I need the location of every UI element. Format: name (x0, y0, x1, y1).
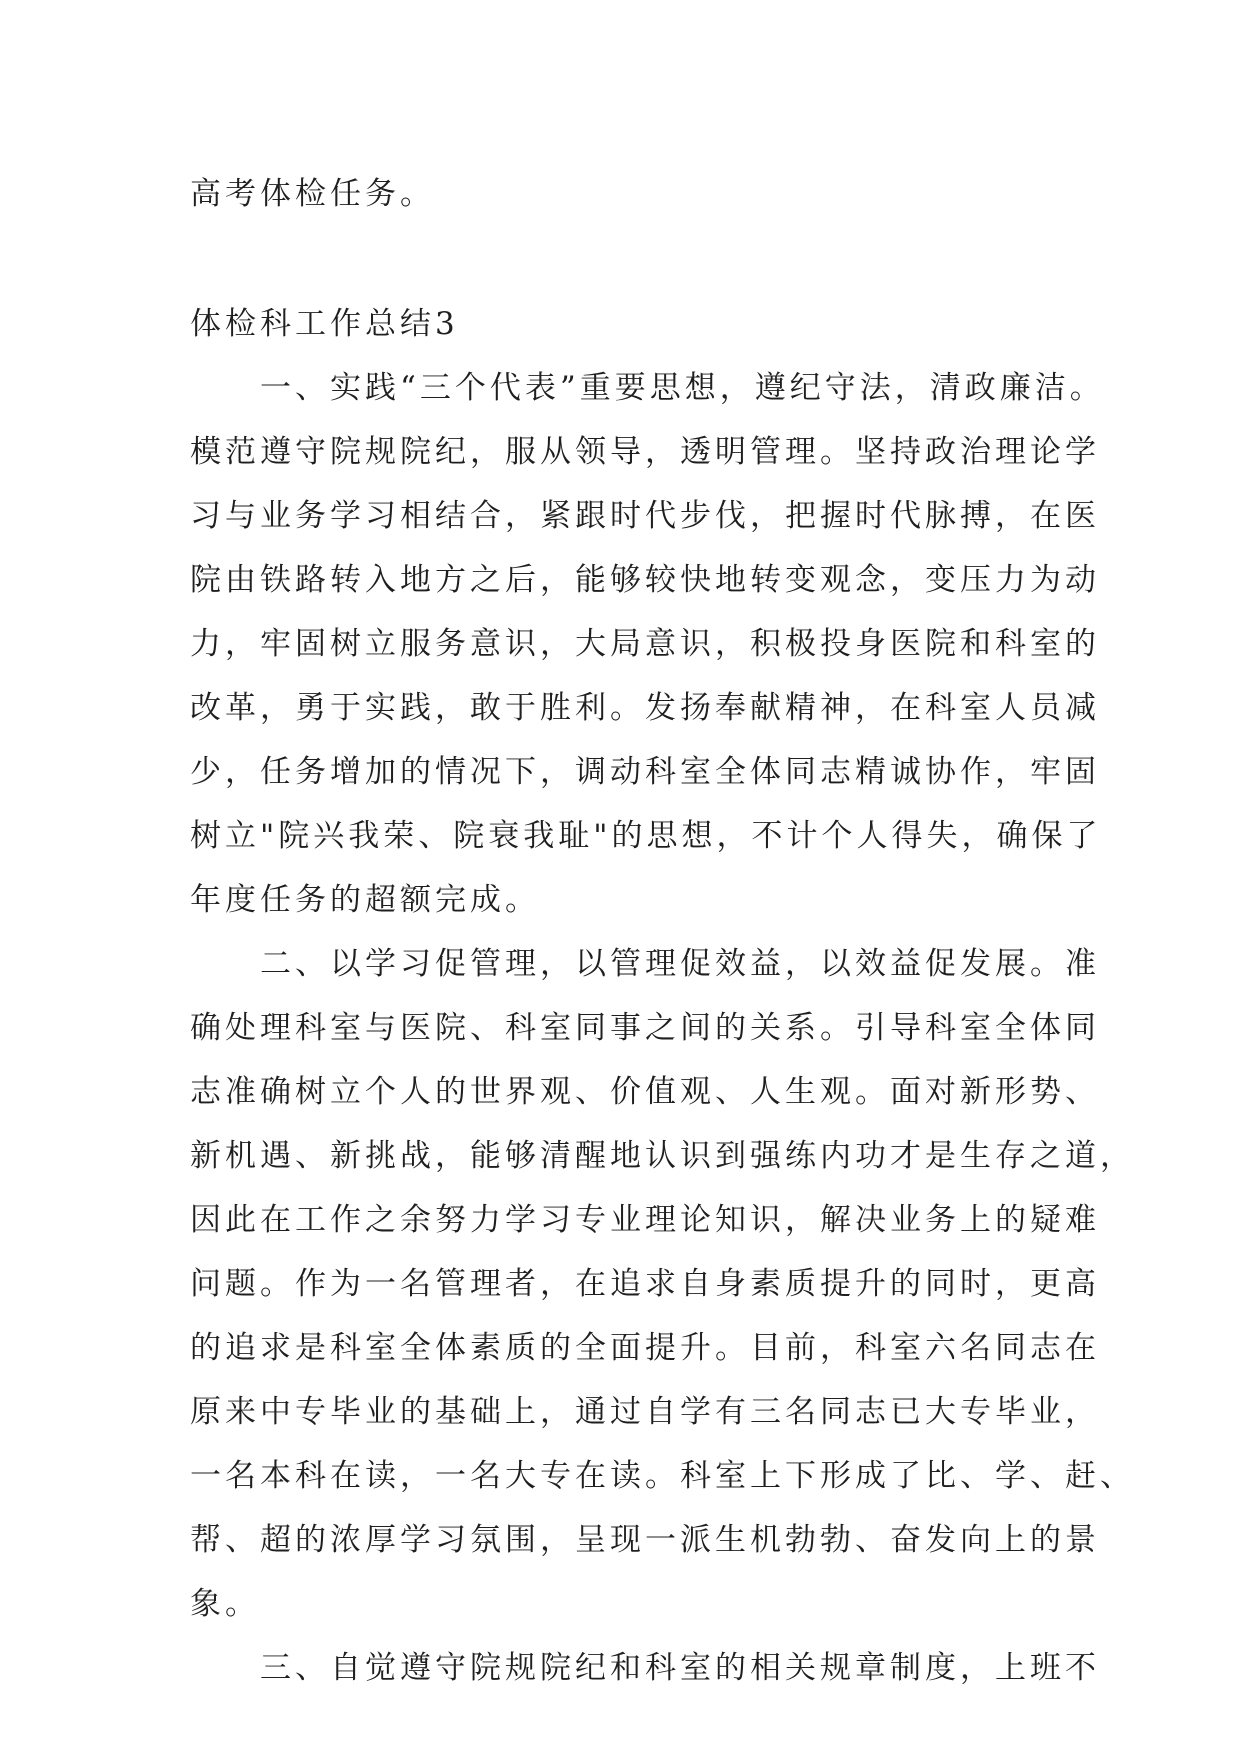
paragraph-line: 一、实践“三个代表”重要思想，遵纪守法，清政廉洁。 (190, 370, 1105, 406)
paragraph-line: 二、以学习促管理，以管理促效益，以效益促发展。准 (190, 946, 1100, 982)
lead-line: 高考体检任务。 (190, 176, 435, 212)
paragraph-line: 一名本科在读，一名大专在读。科室上下形成了比、学、赶、 (190, 1458, 1135, 1494)
paragraph-2 (190, 932, 1135, 1636)
paragraph-line: 因此在工作之余努力学习专业理论知识，解决业务上的疑难 (190, 1202, 1100, 1238)
paragraph-line: 习与业务学习相结合，紧跟时代步伐，把握时代脉搏，在医 (190, 498, 1100, 534)
paragraph-1 (190, 356, 1105, 932)
paragraph-line: 确处理科室与医院、科室同事之间的关系。引导科室全体同 (190, 1010, 1100, 1046)
paragraph-line: 新机遇、新挑战，能够清醒地认识到强练内功才是生存之道， (190, 1138, 1135, 1174)
paragraph-line: 志准确树立个人的世界观、价值观、人生观。面对新形势、 (190, 1074, 1100, 1110)
paragraph-line: 院由铁路转入地方之后，能够较快地转变观念，变压力为动 (190, 562, 1100, 598)
section-title: 体检科工作总结3 (190, 306, 459, 342)
paragraph-line: 象。 (190, 1586, 260, 1622)
document-body (190, 162, 1135, 1700)
paragraph-line: 问题。作为一名管理者，在追求自身素质提升的同时，更高 (190, 1266, 1100, 1302)
paragraph-3 (190, 1636, 1100, 1700)
paragraph-line: 少，任务增加的情况下，调动科室全体同志精诚协作，牢固 (190, 754, 1100, 790)
paragraph-line: 年度任务的超额完成。 (190, 882, 540, 918)
paragraph-line: 三、自觉遵守院规院纪和科室的相关规章制度，上班不 (190, 1650, 1100, 1686)
paragraph-line: 力，牢固树立服务意识，大局意识，积极投身医院和科室的 (190, 626, 1100, 662)
paragraph-line: 帮、超的浓厚学习氛围，呈现一派生机勃勃、奋发向上的景 (190, 1522, 1100, 1558)
paragraph-line: 树立"院兴我荣、院衰我耻"的思想，不计个人得失，确保了 (190, 818, 1102, 854)
paragraph-line: 改革，勇于实践，敢于胜利。发扬奉献精神，在科室人员减 (190, 690, 1100, 726)
paragraph-line: 原来中专毕业的基础上，通过自学有三名同志已大专毕业， (190, 1394, 1100, 1430)
paragraph-line: 的追求是科室全体素质的全面提升。目前，科室六名同志在 (190, 1330, 1100, 1366)
section-gap (190, 226, 1066, 292)
paragraph-line: 模范遵守院规院纪，服从领导，透明管理。坚持政治理论学 (190, 434, 1100, 470)
